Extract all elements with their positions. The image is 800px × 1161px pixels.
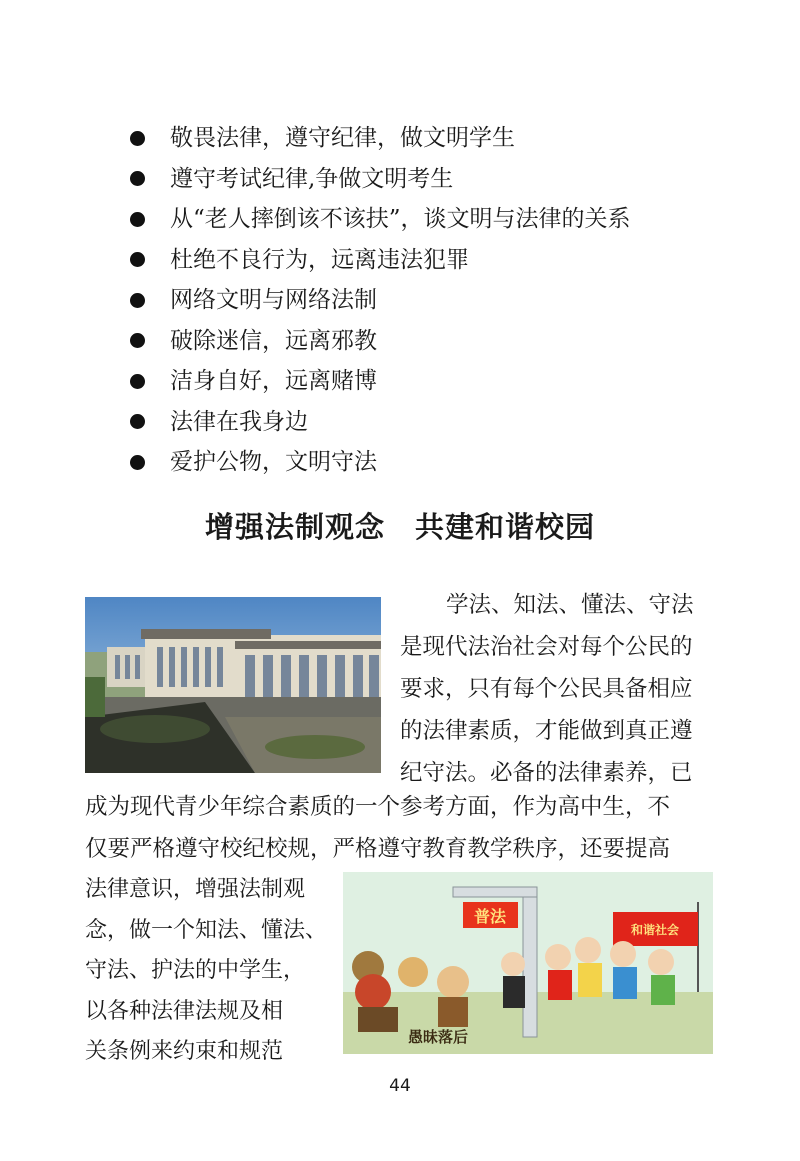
gate-sign-text: 普法 [473,907,507,926]
bullet-dot-icon [130,252,145,267]
text-line: 成为现代青少年综合素质的一个参考方面，作为高中生，不 [85,794,671,820]
text-line: 是现代法治社会对每个公民的 [400,634,693,660]
list-item: 法律在我身边 [130,402,631,443]
section-title: 增强法制观念 共建和谐校园 [204,510,595,544]
paragraph-full-width [85,786,725,870]
list-item: 爱护公物，文明守法 [130,442,631,483]
paragraph-intro [400,584,720,794]
text-line: 念，做一个知法、懂法、 [85,917,328,943]
text-line: 要求，只有每个公民具备相应 [400,676,693,702]
law-education-cartoon [343,872,713,1054]
text-line: 法律意识，增强法制观 [85,877,306,902]
list-item: 破除迷信，远离邪教 [130,321,631,362]
list-item: 网络文明与网络法制 [130,280,631,321]
list-item: 从“老人摔倒该不该扶”，谈文明与法律的关系 [130,199,631,240]
list-item: 遵守考试纪律,争做文明考生 [130,159,631,200]
list-item: 洁身自好，远离赌博 [130,361,631,402]
topic-list [130,118,631,483]
flag-text: 和谐社会 [630,923,680,937]
page-number: 44 [389,1076,411,1096]
bullet-dot-icon [130,414,145,429]
courthouse-photo [85,597,381,773]
bullet-dot-icon [130,374,145,389]
bullet-dot-icon [130,171,145,186]
bullet-dot-icon [130,212,145,227]
list-item: 敬畏法律，遵守纪律，做文明学生 [130,118,631,159]
text-line: 仅要严格遵守校纪校规，严格遵守教育教学秩序，还要提高 [85,836,671,862]
text-line: 守法、护法的中学生， [85,958,306,983]
text-line: 关条例来约束和规范 [85,1039,284,1064]
bullet-dot-icon [130,455,145,470]
bullet-dot-icon [130,131,145,146]
bullet-dot-icon [130,333,145,348]
ground-text: 愚昧落后 [407,1028,469,1046]
text-line: 学法、知法、懂法、守法 [446,592,694,618]
paragraph-left-column [85,870,330,1073]
text-line: 纪守法。必备的法律素养，已 [400,760,693,786]
text-line: 的法律素质，才能做到真正遵 [400,718,693,744]
text-line: 以各种法律法规及相 [85,998,284,1024]
list-item: 杜绝不良行为，远离违法犯罪 [130,240,631,281]
bullet-dot-icon [130,293,145,308]
